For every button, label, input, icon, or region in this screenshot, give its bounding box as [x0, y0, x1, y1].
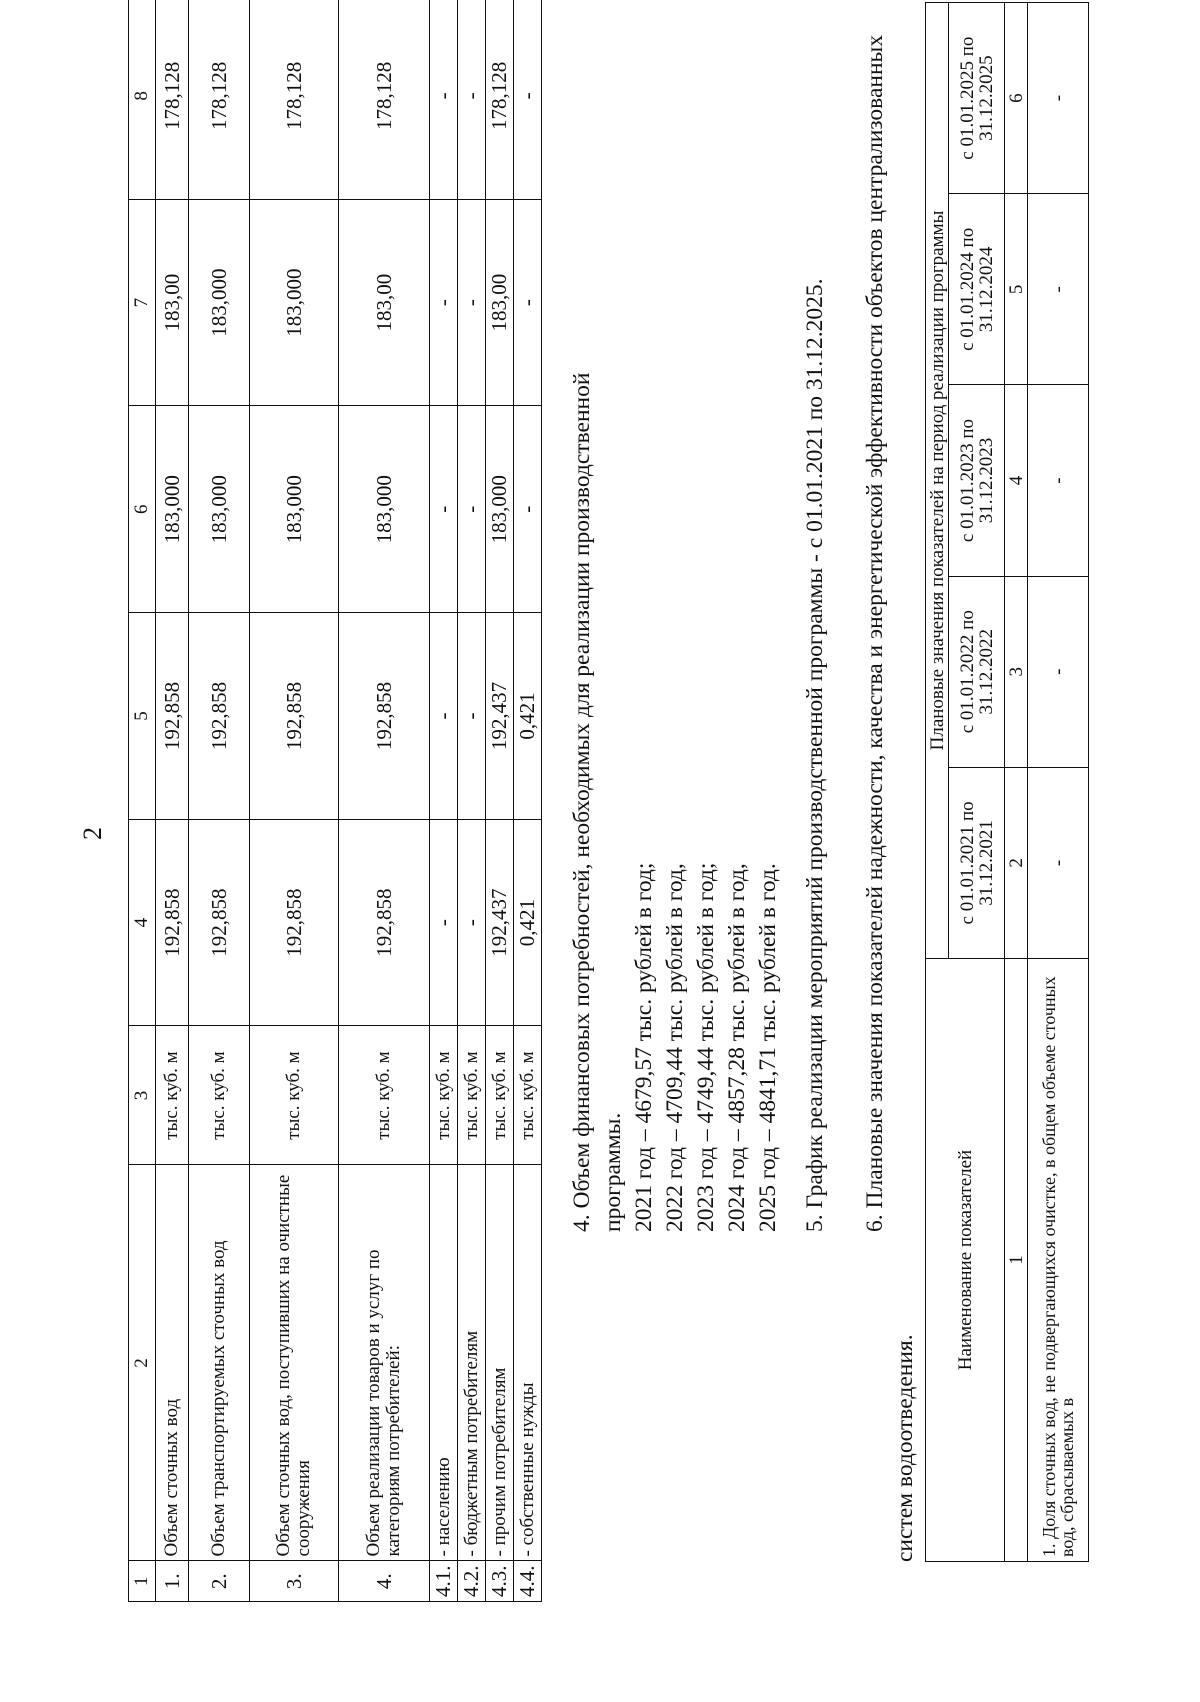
row-number: 2. — [189, 1561, 250, 1602]
table-row — [458, 0, 486, 1602]
period-header: с 01.01.2025 по 31.12.2025 — [949, 3, 1005, 194]
cell-value: 183,000 — [250, 406, 339, 613]
row-name: - населению — [430, 1165, 458, 1561]
column-header: 6 — [129, 406, 156, 613]
cell-value: 183,000 — [156, 406, 189, 613]
list-item: 2024 год – 4857,28 тыс. рублей в год, — [724, 863, 750, 1232]
row-name: Объем реализации товаров и услуг по категориям потребителей: — [339, 1165, 430, 1561]
cell-value: 178,128 — [189, 0, 250, 199]
cell-value: - — [514, 199, 542, 406]
row-unit: тыс. куб. м — [189, 1026, 250, 1165]
period-header: с 01.01.2021 по 31.12.2021 — [949, 767, 1005, 958]
cell-value: 192,858 — [339, 613, 430, 820]
row-number: 4.2. — [458, 1561, 486, 1602]
row-unit: тыс. куб. м — [250, 1026, 339, 1165]
cell-value: 183,00 — [486, 199, 514, 406]
column-header: 4 — [129, 819, 156, 1026]
cell-value: - — [430, 819, 458, 1026]
table-row — [339, 0, 430, 1602]
column-header: 3 — [129, 1026, 156, 1165]
cell-value: 178,128 — [339, 0, 430, 199]
row-name: - прочим потребителям — [486, 1165, 514, 1561]
cell-value: - — [430, 0, 458, 199]
list-item: 2021 год – 4679,57 тыс. рублей в год; — [631, 862, 657, 1232]
row-name: Объем сточных вод, поступивших на очистные сооружения — [250, 1165, 339, 1561]
cell-value: 183,000 — [486, 406, 514, 613]
section-heading: 6. Плановые значения показателей надежности, качества и энергетической эффективности объектов централизованных — [862, 34, 888, 1232]
table-row — [189, 0, 250, 1602]
column-number: 6 — [1005, 3, 1028, 194]
column-number: 5 — [1005, 194, 1028, 385]
cell-value: - — [514, 406, 542, 613]
section-heading-continuation: систем водоотведения. — [892, 1334, 918, 1562]
period-header: с 01.01.2024 по 31.12.2024 — [949, 194, 1005, 385]
column-header: 2 — [129, 1165, 156, 1561]
cell-value: 0,421 — [514, 819, 542, 1026]
cell-value: 192,858 — [339, 819, 430, 1026]
cell-value: - — [1028, 767, 1089, 958]
row-name: Объем транспортируемых сточных вод — [189, 1165, 250, 1561]
column-header: 1 — [129, 1561, 156, 1602]
cell-value: - — [458, 819, 486, 1026]
row-unit: тыс. куб. м — [156, 1026, 189, 1165]
table-row — [250, 0, 339, 1602]
cell-value: - — [430, 406, 458, 613]
cell-value: 183,000 — [250, 199, 339, 406]
cell-value: 192,858 — [189, 819, 250, 1026]
row-unit: тыс. куб. м — [514, 1026, 542, 1165]
cell-value: 192,858 — [156, 819, 189, 1026]
cell-value: 192,437 — [486, 819, 514, 1026]
cell-value: 192,858 — [250, 819, 339, 1026]
cell-value: 178,128 — [250, 0, 339, 199]
indicators-table — [925, 2, 1089, 1562]
cell-value: - — [458, 613, 486, 820]
table-row — [486, 0, 514, 1602]
cell-value: - — [514, 0, 542, 199]
column-number: 3 — [1005, 576, 1028, 767]
cell-value: - — [1028, 576, 1089, 767]
table-row — [430, 0, 458, 1602]
column-header: 5 — [129, 613, 156, 820]
cell-value: 192,437 — [486, 613, 514, 820]
group-header: Плановые значения показателей на период реализации программы — [926, 3, 949, 959]
row-number: 4.3. — [486, 1561, 514, 1602]
table-row — [156, 0, 189, 1602]
table-header-row — [129, 0, 156, 1602]
row-number: 4.1. — [430, 1561, 458, 1602]
row-number: 1. — [156, 1561, 189, 1602]
row-name: 1. Доля сточных вод, не подвергающихся очистке, в общем объеме сточных вод, сбрасываемых в — [1028, 959, 1089, 1562]
column-header: 8 — [129, 0, 156, 199]
period-header: с 01.01.2023 по 31.12.2023 — [949, 385, 1005, 576]
cell-value: 192,858 — [189, 613, 250, 820]
schedule-section: 5. График реализации мероприятий производственной программы - с 01.01.2021 по 31.12.2025. — [802, 278, 828, 1232]
period-header: с 01.01.2022 по 31.12.2022 — [949, 576, 1005, 767]
cell-value: 183,00 — [339, 199, 430, 406]
cell-value: 192,858 — [156, 613, 189, 820]
row-unit: тыс. куб. м — [458, 1026, 486, 1165]
row-name: - бюджетным потребителям — [458, 1165, 486, 1561]
financial-needs-section — [567, 332, 784, 1232]
list-item: 2025 год – 4841,71 тыс. рублей в год. — [755, 863, 781, 1232]
cell-value: 0,421 — [514, 613, 542, 820]
cell-value: - — [458, 0, 486, 199]
cell-value: - — [1028, 3, 1089, 194]
section-heading: 4. Объем финансовых потребностей, необходимых для реализации производственной программы. — [569, 372, 626, 1232]
cell-value: - — [458, 199, 486, 406]
cell-value: - — [1028, 194, 1089, 385]
column-header: 7 — [129, 199, 156, 406]
table-row — [1028, 3, 1089, 1562]
table-header-row — [926, 3, 949, 1562]
cell-value: 183,00 — [156, 199, 189, 406]
row-unit: тыс. куб. м — [486, 1026, 514, 1165]
cell-value: 183,000 — [189, 406, 250, 613]
row-number: 4.4. — [514, 1561, 542, 1602]
cell-value: 192,858 — [250, 613, 339, 820]
table-header-row — [1005, 3, 1028, 1562]
cell-value: 183,000 — [189, 199, 250, 406]
row-unit: тыс. куб. м — [339, 1026, 430, 1165]
cell-value: 183,000 — [339, 406, 430, 613]
column-number: 2 — [1005, 767, 1028, 958]
list-item: 2023 год – 4749,44 тыс. рублей в год; — [693, 862, 719, 1232]
row-unit: тыс. куб. м — [430, 1026, 458, 1165]
cell-value: - — [1028, 385, 1089, 576]
page-number: 2 — [78, 827, 107, 840]
column-number: 1 — [1005, 959, 1028, 1562]
row-name: Объем сточных вод — [156, 1165, 189, 1561]
row-name: - собственные нужды — [514, 1165, 542, 1561]
list-item: 2022 год – 4709,44 тыс. рублей в год, — [662, 863, 688, 1232]
cell-value: - — [430, 613, 458, 820]
row-number: 4. — [339, 1561, 430, 1602]
column-number: 4 — [1005, 385, 1028, 576]
name-column-header: Наименование показателей — [926, 959, 1005, 1562]
cell-value: - — [458, 406, 486, 613]
cell-value: 178,128 — [156, 0, 189, 199]
production-volume-table — [128, 0, 542, 1602]
table-row — [514, 0, 542, 1602]
row-number: 3. — [250, 1561, 339, 1602]
cell-value: 178,128 — [486, 0, 514, 199]
cell-value: - — [430, 199, 458, 406]
